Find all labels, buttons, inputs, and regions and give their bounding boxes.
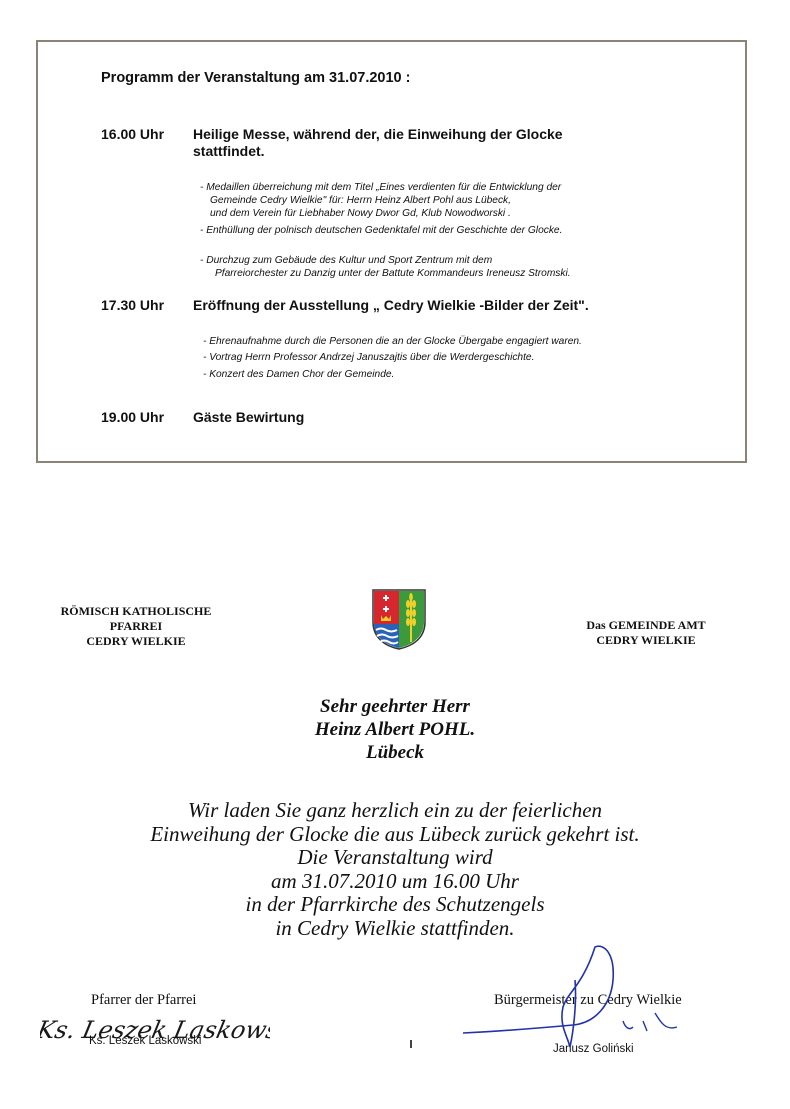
org-line: RÖMISCH KATHOLISCHE [60,604,212,618]
mayor-name: Janusz Goliński [553,1043,634,1055]
org-line: CEDRY WIELKIE [596,633,696,647]
program-box [36,40,747,463]
invitation-line: in der Pfarrkirche des Schutzengels [245,892,545,917]
program-detail: Pfarreiorchester zu Danzig unter der Battute Kommandeurs Ireneusz Stromski. [215,268,571,279]
program-detail: - Vortrag Herrn Professor Andrzej Januszajtis über die Werdergeschichte. [203,352,535,363]
mayor-role: Bürgermeister zu Cedry Wielkie [494,992,682,1008]
invitation-line: Die Veranstaltung wird [297,845,493,870]
coat-of-arms-icon [371,588,427,655]
pastor-role: Pfarrer der Pfarrei [91,992,197,1008]
org-line: CEDRY WIELKIE [86,634,186,648]
program-detail: und dem Verein für Liebhaber Nowy Dwor Gd, Klub Nowodworski . [210,208,511,219]
left-organization [40,604,232,649]
program-detail: - Konzert des Damen Chor der Gemeinde. [203,369,395,380]
greeting-line: Lübeck [365,742,425,763]
invitation-text [0,799,790,941]
org-line: PFARREI [109,619,163,633]
program-detail: - Enthüllung der polnisch deutschen Gedenktafel mit der Geschichte der Glocke. [200,225,563,236]
right-organization [568,618,724,648]
program-time-1900: 19.00 Uhr [101,409,165,425]
program-detail: Gemeinde Cedry Wielkie" für: Herrn Heinz Albert Pohl aus Lübeck, [210,195,511,206]
program-detail: - Durchzug zum Gebäude des Kultur und Sport Zentrum mit dem [200,255,493,266]
invitation-line: Wir laden Sie ganz herzlich ein zu der feierlichen [187,798,603,822]
mayor-signature [455,935,695,1060]
program-event-reception: Gäste Bewirtung [193,409,305,425]
greeting-line: Sehr geehrter Herr [320,696,470,717]
program-title: Programm der Veranstaltung am 31.07.2010 : [101,70,411,86]
invitation-line: am 31.07.2010 um 16.00 Uhr [271,868,519,893]
program-event-mass-line2: stattfindet. [193,143,265,159]
program-detail: - Medaillen überreichung mit dem Titel „Eines verdienten für die Entwicklung der [200,182,562,193]
program-time-1730: 17.30 Uhr [101,297,165,313]
program-event-mass-line1: Heilige Messe, während der, die Einweihung der Glocke [193,126,563,142]
invitation-line: in Cedry Wielkie stattfinden. [275,915,515,940]
org-line: Das GEMEINDE AMT [586,618,706,632]
greeting [0,695,790,764]
program-detail: - Ehrenaufnahme durch die Personen die an der Glocke Übergabe engagiert waren. [203,336,582,347]
program-time-1600: 16.00 Uhr [101,126,165,142]
invitation-line: Einweihung der Glocke die aus Lübeck zurück gekehrt ist. [150,821,640,846]
pastor-name: Ks. Leszek Laskowski [89,1035,202,1047]
scan-mark [410,1040,412,1048]
svg-text:Ks. Leszek Laskowski: Ks. Leszek Laskowski [40,1015,270,1044]
program-event-exhibition: Eröffnung der Ausstellung „ Cedry Wielkie -Bilder der Zeit". [193,297,589,313]
greeting-line: Heinz Albert POHL. [314,719,476,740]
